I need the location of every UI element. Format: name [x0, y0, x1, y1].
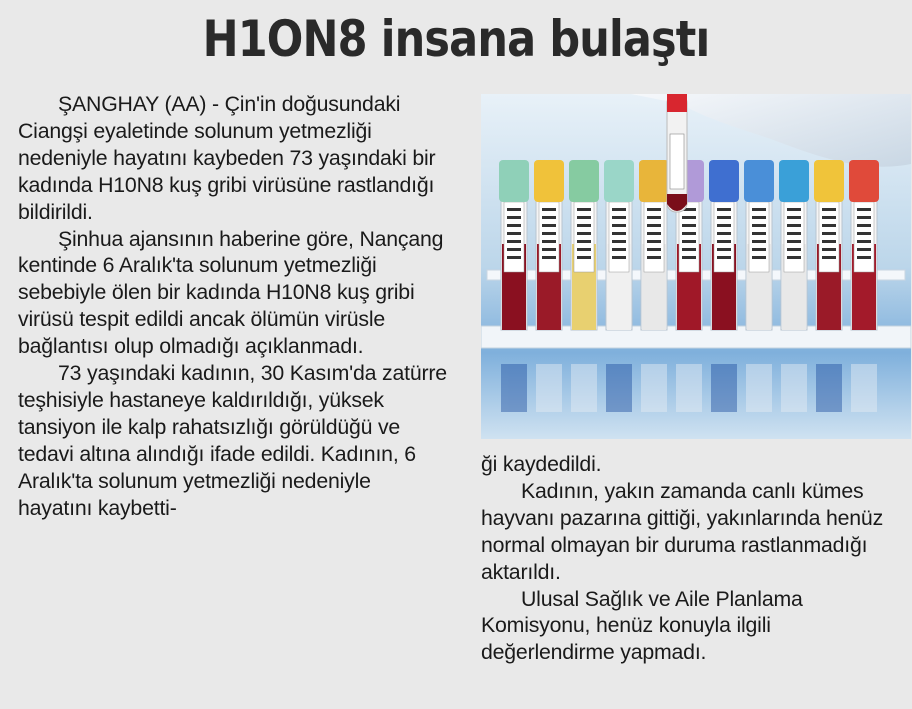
barcode-line [822, 224, 836, 227]
barcode-line [647, 240, 661, 243]
barcode-line [822, 216, 836, 219]
paragraph-4: ği kaydedildi. [481, 452, 602, 476]
barcode-line [752, 256, 766, 259]
held-tube-cap [667, 94, 687, 112]
barcode-line [752, 248, 766, 251]
barcode-line [612, 256, 626, 259]
article-headline: H1ON8 insana bulaştı [202, 10, 710, 68]
barcode-line [717, 232, 731, 235]
barcode-line [507, 232, 521, 235]
tube-reflection [781, 364, 807, 412]
barcode-line [682, 240, 696, 243]
barcode-line [787, 224, 801, 227]
barcode-line [822, 248, 836, 251]
barcode-line [507, 256, 521, 259]
tube-reflection [676, 364, 702, 412]
barcode-line [542, 224, 556, 227]
barcode-line [822, 256, 836, 259]
tube-barcode-label [819, 202, 839, 272]
barcode-line [787, 240, 801, 243]
tube-barcode-label [609, 202, 629, 272]
barcode-line [752, 208, 766, 211]
barcode-line [542, 216, 556, 219]
barcode-line [752, 240, 766, 243]
barcode-line [612, 224, 626, 227]
tube-reflection [641, 364, 667, 412]
barcode-line [717, 208, 731, 211]
barcode-line [612, 248, 626, 251]
barcode-line [857, 256, 871, 259]
tube-reflection [606, 364, 632, 412]
barcode-line [752, 216, 766, 219]
tube-barcode-label [784, 202, 804, 272]
tube-cap [639, 160, 669, 202]
barcode-line [857, 248, 871, 251]
barcode-line [577, 224, 591, 227]
barcode-line [507, 208, 521, 211]
barcode-line [612, 232, 626, 235]
barcode-line [857, 240, 871, 243]
tube-cap [499, 160, 529, 202]
barcode-line [822, 232, 836, 235]
tube-barcode-label [504, 202, 524, 272]
barcode-line [577, 216, 591, 219]
tube-reflection [711, 364, 737, 412]
barcode-line [577, 232, 591, 235]
barcode-line [647, 248, 661, 251]
barcode-line [857, 216, 871, 219]
barcode-line [717, 256, 731, 259]
barcode-line [717, 224, 731, 227]
barcode-line [717, 216, 731, 219]
tube-reflection [816, 364, 842, 412]
barcode-line [542, 240, 556, 243]
barcode-line [647, 232, 661, 235]
barcode-line [787, 216, 801, 219]
tube-cap [744, 160, 774, 202]
barcode-line [682, 248, 696, 251]
barcode-line [717, 240, 731, 243]
barcode-line [577, 256, 591, 259]
barcode-line [507, 216, 521, 219]
barcode-line [822, 208, 836, 211]
tube-barcode-label [749, 202, 769, 272]
tube-barcode-label [679, 202, 699, 272]
tube-barcode-label [854, 202, 874, 272]
barcode-line [647, 224, 661, 227]
tube-cap [534, 160, 564, 202]
barcode-line [787, 248, 801, 251]
tube-barcode-label [644, 202, 664, 272]
barcode-line [857, 224, 871, 227]
barcode-line [612, 216, 626, 219]
tube-cap [849, 160, 879, 202]
tube-cap [779, 160, 809, 202]
tube-barcode-label [574, 202, 594, 272]
barcode-line [857, 208, 871, 211]
paragraph-2: Şinhua ajansının haberine göre, Nançang kentinde 6 Aralık'ta solunum yetmezliği sebebiyle ölen bir kadında H10N8 kuş gribi virüsü tespit edildi ancak ölümün virüsle bağlantısı olup olmadığı açıklanmadı. [18, 226, 444, 359]
barcode-line [682, 216, 696, 219]
tube-reflection [746, 364, 772, 412]
barcode-line [857, 232, 871, 235]
barcode-line [787, 232, 801, 235]
barcode-line [577, 208, 591, 211]
barcode-line [787, 256, 801, 259]
barcode-line [542, 208, 556, 211]
barcode-line [752, 224, 766, 227]
barcode-line [822, 240, 836, 243]
photo-illustration [481, 94, 911, 439]
tube-cap [604, 160, 634, 202]
barcode-line [612, 240, 626, 243]
article-column-right [481, 451, 909, 666]
tube-reflection [536, 364, 562, 412]
barcode-line [682, 256, 696, 259]
article-column-left [18, 91, 450, 522]
barcode-line [507, 240, 521, 243]
barcode-line [787, 208, 801, 211]
tube-cap [709, 160, 739, 202]
tube-reflection [501, 364, 527, 412]
barcode-line [717, 248, 731, 251]
blood-tubes-photo [481, 94, 911, 439]
barcode-line [752, 232, 766, 235]
barcode-line [542, 248, 556, 251]
barcode-line [577, 248, 591, 251]
barcode-line [647, 216, 661, 219]
tube-barcode-label [714, 202, 734, 272]
paragraph-1: ŞANGHAY (AA) - Çin'in doğusundaki Ciangşi eyaletinde solunum yetmezliği nedeniyle hayatını kaybeden 73 yaşındaki bir kadında H10N8 kuş gribi virüsüne rastlandığı bildirildi. [18, 92, 436, 224]
barcode-line [612, 208, 626, 211]
barcode-line [682, 232, 696, 235]
barcode-line [542, 232, 556, 235]
barcode-line [682, 224, 696, 227]
barcode-line [647, 208, 661, 211]
tube-cap [814, 160, 844, 202]
paragraph-5: Kadının, yakın zamanda canlı kümes hayvanı pazarına gittiği, yakınlarında henüz normal olmayan bir duruma rastlanmadığı aktarıldı. [481, 478, 884, 584]
tube-reflection [571, 364, 597, 412]
barcode-line [507, 224, 521, 227]
paragraph-6: Ulusal Sağlık ve Aile Planlama Komisyonu, henüz konuyla ilgili değerlendirme yapmadı. [481, 586, 803, 665]
barcode-line [577, 240, 591, 243]
barcode-line [507, 248, 521, 251]
paragraph-3: 73 yaşındaki kadının, 30 Kasım'da zatürre teşhisiyle hastaneye kaldırıldığı, yüksek tansiyon ile kalp rahatsızlığı görüldüğü ve tedavi altına alındığı ifade edildi. Kadının, 6 Aralık'ta solunum yetmezliği nedeniyle hayatını kaybetti- [18, 361, 447, 520]
tube-barcode-label [539, 202, 559, 272]
barcode-line [647, 256, 661, 259]
tube-cap [569, 160, 599, 202]
tube-reflection [851, 364, 877, 412]
barcode-line [542, 256, 556, 259]
